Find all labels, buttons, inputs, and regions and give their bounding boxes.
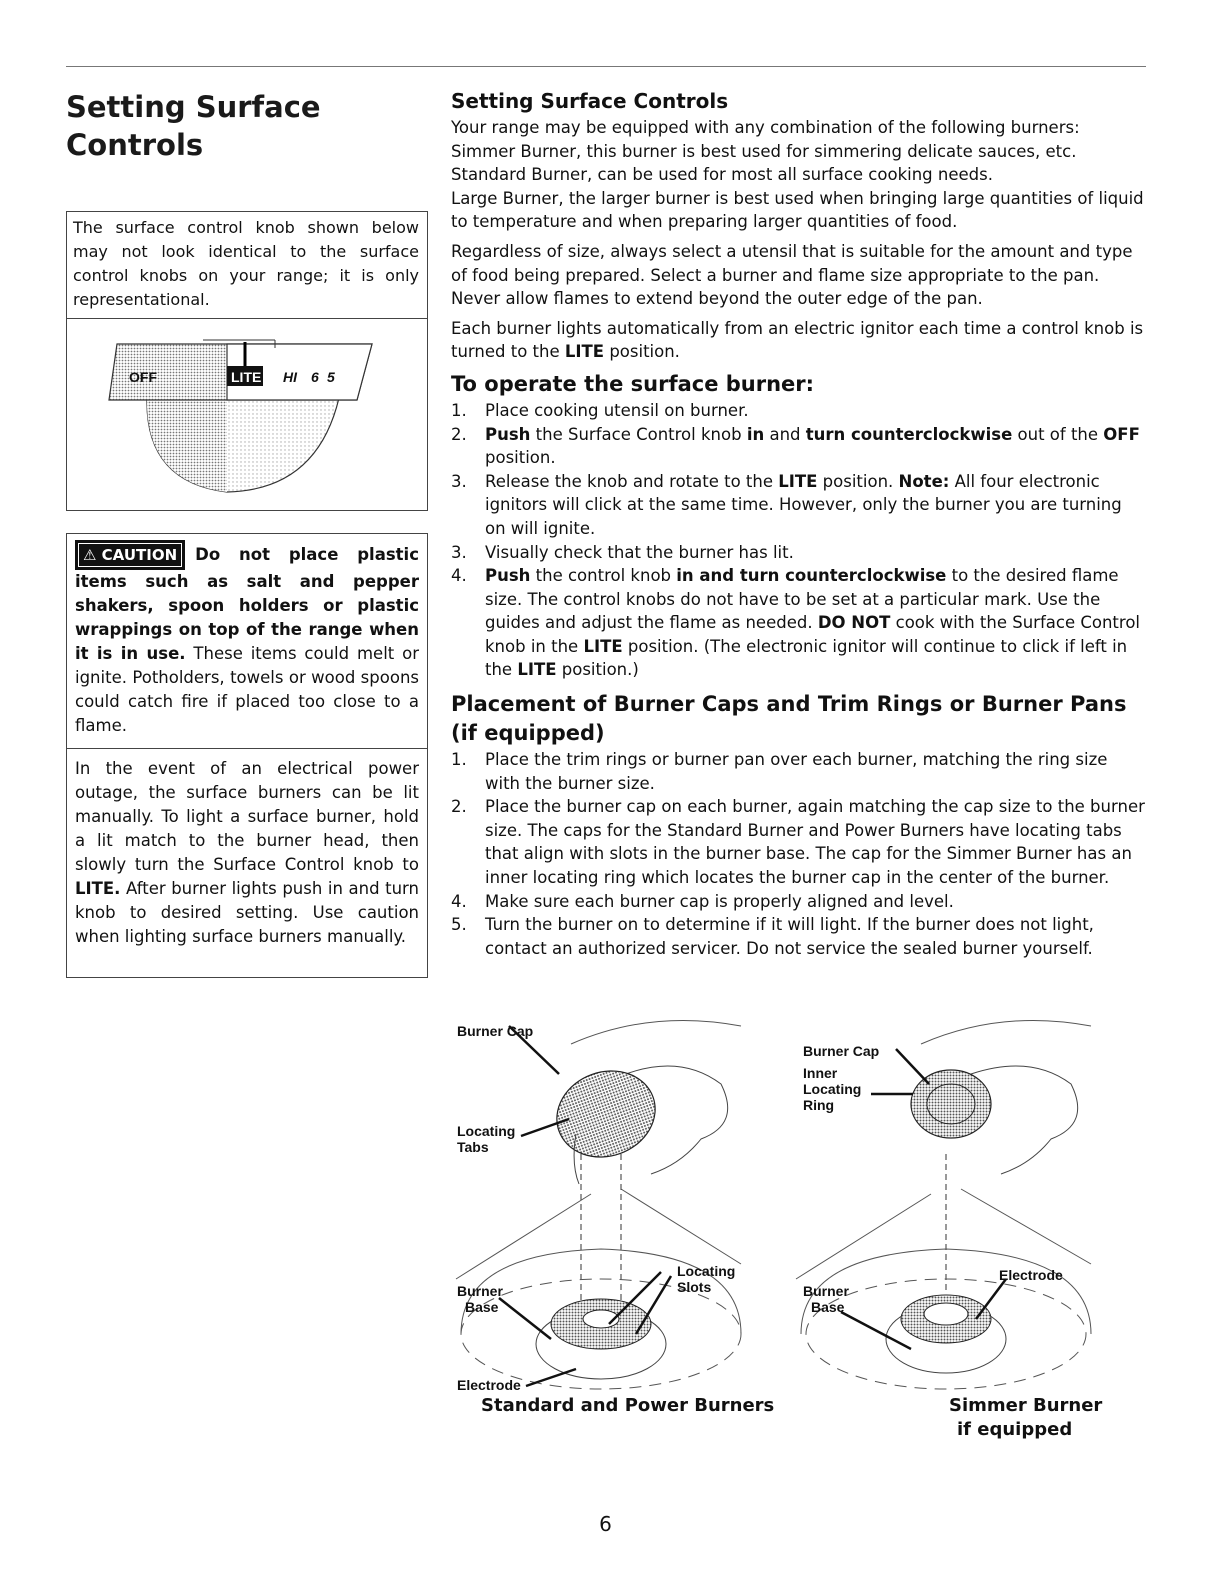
burner-diagrams bbox=[451, 1014, 1146, 1440]
caution-text bbox=[67, 534, 427, 749]
step-text: DO NOT bbox=[817, 613, 891, 633]
ignitor-text-post: position. bbox=[604, 342, 680, 362]
step-text: All four electronic ignitors will click at the same time. However, only the burner you are turning on will ignite. bbox=[485, 471, 1122, 538]
step-text: Place the burner cap on each burner, again matching the cap size to the burner size. The caps for the Standard Burner and Power Burners have locating tabs that align with slots in the burner base. The cap for the Simmer Burner has an inner locating ring which locates the burner cap in the center of the burner. bbox=[485, 797, 1145, 888]
label-burner-cap: Burner Cap bbox=[457, 1023, 534, 1039]
caption-if-equipped: if equipped bbox=[957, 1419, 1073, 1440]
label-simmer-burner-base-1: Burner bbox=[803, 1283, 849, 1299]
step-number: 3. bbox=[451, 542, 467, 562]
label-ring: Ring bbox=[803, 1097, 835, 1113]
label-locating-slots-1: Locating bbox=[677, 1263, 736, 1279]
label-locating-tabs-1: Locating bbox=[457, 1123, 516, 1139]
caption-standard-burners: Standard and Power Burners bbox=[481, 1395, 775, 1416]
list-item bbox=[451, 748, 1146, 795]
list-item bbox=[451, 913, 1146, 960]
step-text: out of the bbox=[1012, 424, 1104, 444]
step-text: Visually check that the burner has lit. bbox=[485, 542, 794, 562]
step-number: 1. bbox=[451, 400, 467, 420]
simmer-burner-illustration bbox=[796, 1020, 1091, 1389]
step-text: position. bbox=[485, 448, 556, 468]
knob-hi-label: HI bbox=[283, 369, 297, 385]
placement-steps bbox=[451, 748, 1146, 960]
standard-burner-illustration bbox=[456, 1020, 741, 1393]
main-column bbox=[451, 86, 1146, 960]
step-number: 2. bbox=[451, 797, 467, 817]
list-item bbox=[451, 470, 1146, 541]
step-text: LITE bbox=[583, 636, 623, 656]
label-simmer-burner-base-2: Base bbox=[811, 1299, 845, 1315]
knob-six-label: 6 bbox=[311, 369, 319, 385]
list-item bbox=[451, 564, 1146, 682]
label-locating-tabs-2: Tabs bbox=[457, 1139, 489, 1155]
step-text: Turn the burner on to determine if it will light. If the burner does not light, contact an authorized servicer. Do not service the sealed burner yourself. bbox=[485, 915, 1094, 958]
label-burner-base-2: Base bbox=[465, 1299, 499, 1315]
step-text: Push bbox=[485, 424, 531, 444]
knob-off-label: OFF bbox=[129, 369, 157, 385]
intro-line-2: Simmer Burner, this burner is best used for simmering delicate sauces, etc. bbox=[451, 141, 1077, 161]
step-text: the Surface Control knob bbox=[530, 424, 747, 444]
step-number: 2. bbox=[451, 424, 467, 444]
operate-steps bbox=[451, 399, 1146, 682]
step-number: 4. bbox=[451, 891, 467, 911]
step-text: in and turn counterclockwise bbox=[676, 566, 947, 586]
outage-text-pre: In the event of an electrical power outage, the surface burners can be lit manually. To light a surface burner, hold a lit match to the burner head, then slowly turn the Surface Control knob to bbox=[75, 759, 419, 874]
label-simmer-burner-cap: Burner Cap bbox=[803, 1043, 880, 1059]
step-text: LITE bbox=[778, 471, 818, 491]
knob-five-label: 5 bbox=[327, 369, 335, 385]
page-title: Setting Surface Controls bbox=[66, 90, 321, 162]
label-locating-slots-2: Slots bbox=[677, 1279, 712, 1295]
step-text: in bbox=[746, 424, 765, 444]
step-text: Push bbox=[485, 566, 531, 586]
burner-diagram-svg bbox=[451, 1014, 1146, 1394]
step-number: 4. bbox=[451, 566, 467, 586]
list-item bbox=[451, 795, 1146, 889]
step-text: turn counterclockwise bbox=[805, 424, 1013, 444]
placement-heading: Placement of Burner Caps and Trim Rings or Burner Pans (if equipped) bbox=[451, 692, 1127, 746]
step-text: and bbox=[764, 424, 806, 444]
section-heading: Setting Surface Controls bbox=[451, 89, 729, 113]
list-item bbox=[451, 890, 1146, 914]
label-burner-base-1: Burner bbox=[457, 1283, 503, 1299]
step-text: to the desired flame size. The control knobs do not have to be set at a particular mark. Use the guides and adjust the flame as needed. bbox=[485, 566, 1119, 633]
header-rule bbox=[66, 66, 1146, 67]
caution-badge-label: CAUTION bbox=[101, 546, 178, 564]
step-number: 3. bbox=[451, 471, 467, 491]
caution-box bbox=[66, 533, 428, 978]
ignitor-lite-text: LITE bbox=[564, 342, 605, 362]
operate-heading: To operate the surface burner: bbox=[451, 371, 815, 396]
knob-note-text: The surface control knob shown below may not look identical to the surface control knobs on your range; it is only representational. bbox=[67, 212, 427, 319]
utensil-paragraph: Regardless of size, always select a utensil that is suitable for the amount and type of food being prepared. Select a burner and flame size appropriate to the pan. Never allow flames to extend beyond the outer edge of the pan. bbox=[451, 241, 1133, 309]
label-inner: Inner bbox=[803, 1065, 838, 1081]
step-text: Release the knob and rotate to the bbox=[485, 471, 779, 491]
list-item bbox=[451, 423, 1146, 470]
control-knob-svg bbox=[67, 332, 427, 510]
step-text: cook with the Surface Control knob in the bbox=[485, 613, 1141, 656]
page-number: 6 bbox=[599, 1512, 612, 1536]
control-knob-illustration bbox=[67, 332, 427, 510]
step-text: Note: bbox=[898, 471, 950, 491]
outage-text-post: After burner lights push in and turn knob to desired setting. Use caution when lighting surface burners manually. bbox=[75, 879, 419, 946]
step-number: 1. bbox=[451, 750, 467, 770]
ignitor-text-pre: Each burner lights automatically from an electric ignitor each time a control knob is turned to the bbox=[451, 318, 1144, 362]
label-simmer-electrode: Electrode bbox=[999, 1267, 1063, 1283]
list-item bbox=[451, 399, 1146, 423]
label-locating: Locating bbox=[803, 1081, 862, 1097]
step-text: Place cooking utensil on burner. bbox=[485, 400, 749, 420]
step-number: 5. bbox=[451, 915, 467, 935]
intro-line-1: Your range may be equipped with any combination of the following burners: bbox=[451, 118, 1080, 137]
knob-lite-label: LITE bbox=[231, 369, 262, 385]
caution-rest-text: These items could melt or ignite. Potholders, towels or wood spoons could catch fire if placed too close to a flame. bbox=[75, 644, 419, 735]
step-text: Make sure each burner cap is properly aligned and level. bbox=[485, 891, 954, 911]
step-text: position. bbox=[817, 471, 899, 491]
ignitor-paragraph bbox=[451, 317, 1146, 364]
intro-line-3: Standard Burner, can be used for most all surface cooking needs. bbox=[451, 165, 993, 185]
intro-line-4: Large Burner, the larger burner is best used when bringing large quantities of liquid to temperature and when preparing larger quantities of food. bbox=[451, 188, 1144, 232]
outage-lite-text: LITE. bbox=[75, 879, 121, 898]
caution-bold-text: Do not place plastic items such as salt and pepper shakers, spoon holders or plastic wrappings on top of the range when it is in use. bbox=[75, 545, 419, 663]
step-text: position. (The electronic ignitor will continue to click if left in the bbox=[485, 636, 1128, 680]
step-text: LITE bbox=[517, 660, 557, 680]
power-outage-text bbox=[67, 749, 427, 955]
caption-simmer-burner: Simmer Burner bbox=[949, 1395, 1103, 1416]
step-text: the control knob bbox=[530, 566, 677, 586]
list-item bbox=[451, 541, 1146, 565]
caution-badge: ⚠ CAUTION bbox=[75, 540, 185, 570]
step-text: position.) bbox=[556, 660, 639, 680]
step-text: OFF bbox=[1103, 424, 1140, 444]
step-text: Place the trim rings or burner pan over each burner, matching the ring size with the burner size. bbox=[485, 750, 1108, 793]
label-electrode: Electrode bbox=[457, 1377, 521, 1393]
knob-note-box bbox=[66, 211, 428, 511]
